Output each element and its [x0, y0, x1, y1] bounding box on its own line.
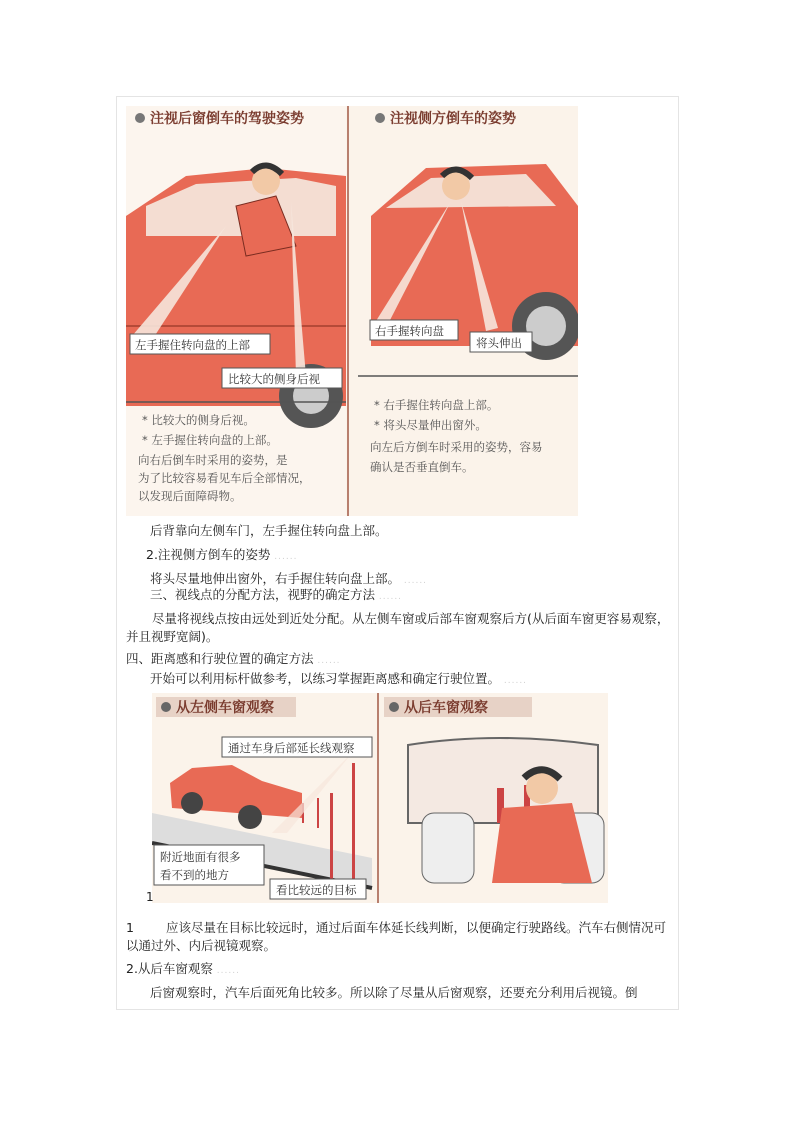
paragraph: 开始可以利用标杆做参考，以练习掌握距离感和确定行驶位置。 ......: [150, 671, 528, 686]
bullet-icon: [375, 113, 385, 123]
bullet-icon: [389, 702, 399, 712]
paragraph-text: 将头尽量地伸出窗外，右手握住转向盘上部。: [150, 571, 401, 586]
right-note: 确认是否垂直倒车。: [370, 460, 474, 474]
heading-text: 三、视线点的分配方法，视野的确定方法: [150, 587, 376, 602]
subheading-rear-window: 2.从后车窗观察 ......: [126, 961, 240, 976]
figure2-right-title: 从后车窗观察: [404, 700, 488, 716]
figure2-left-title: 从左侧车窗观察: [176, 700, 274, 716]
figure-driving-posture: [126, 106, 578, 516]
right-note: 向左后方倒车时采用的姿势，容易: [370, 440, 543, 454]
paragraph-sight-distribution: 尽量将视线点按由远处到近处分配。从左侧车窗或后部车窗观察后方(从后面车窗更容易观察，并且视野宽阔)。: [126, 611, 670, 644]
left-note: * 比较大的侧身后视。: [142, 413, 255, 427]
left-note: 为了比较容易看见车后全部情况，: [138, 471, 311, 485]
paragraph-number: 1: [126, 920, 134, 935]
right-note: * 右手握住转向盘上部。: [374, 398, 499, 412]
paragraph: 后背靠向左侧车门，左手握住转向盘上部。: [150, 523, 388, 538]
left-note: * 左手握住转向盘的上部。: [142, 433, 278, 447]
paragraph-text: 应该尽量在目标比较远时，通过后面车体延长线判断，以便确定行驶路线。汽车右侧情况可以通过外、内后视镜观察。: [126, 920, 667, 953]
left-panel-title: 注视后窗倒车的驾驶姿势: [150, 111, 304, 127]
label-blind-spot-line2: 看不到的地方: [160, 868, 229, 882]
label-extension-line: 通过车身后部延长线观察: [228, 741, 355, 755]
subheading-text: 2.从后车窗观察: [126, 961, 213, 976]
subheading-side-reverse: 2.注视侧方倒车的姿势 ......: [146, 547, 298, 562]
bullet-icon: [135, 113, 145, 123]
label-blind-spot-line1: 附近地面有很多: [160, 850, 241, 864]
subheading-text: 2.注视侧方倒车的姿势: [146, 547, 271, 562]
paragraph-text: 开始可以利用标杆做参考，以练习掌握距离感和确定行驶位置。: [150, 671, 501, 686]
left-label-steering: 左手握住转向盘的上部: [135, 338, 250, 352]
right-label-head-out: 将头伸出: [476, 336, 522, 350]
section-heading-4: 四、距离感和行驶位置的确定方法 ......: [126, 651, 341, 666]
paragraph: 后窗观察时，汽车后面死角比较多。所以除了尽量从后窗观察，还要充分利用后视镜。倒: [150, 985, 638, 1000]
figure-observation: [152, 693, 608, 903]
heading-text: 四、距离感和行驶位置的确定方法: [126, 651, 314, 666]
right-note: * 将头尽量伸出窗外。: [374, 418, 487, 432]
right-panel-title: 注视侧方倒车的姿势: [390, 111, 516, 127]
label-far-target: 看比较远的目标: [276, 883, 357, 897]
section-heading-3: 三、视线点的分配方法，视野的确定方法 ......: [150, 587, 403, 602]
left-note: 向右后倒车时采用的姿势，是: [138, 453, 288, 467]
bullet-icon: [161, 702, 171, 712]
left-label-lookback: 比较大的侧身后视: [228, 372, 320, 386]
seat-left: [422, 813, 474, 883]
paragraph-far-target: [126, 919, 670, 955]
paragraph: 将头尽量地伸出窗外，右手握住转向盘上部。 ......: [150, 571, 428, 586]
right-label-steering: 右手握转向盘: [375, 324, 444, 338]
left-note: 以发现后面障碍物。: [138, 489, 242, 503]
figure2-marker: 1: [146, 890, 154, 904]
